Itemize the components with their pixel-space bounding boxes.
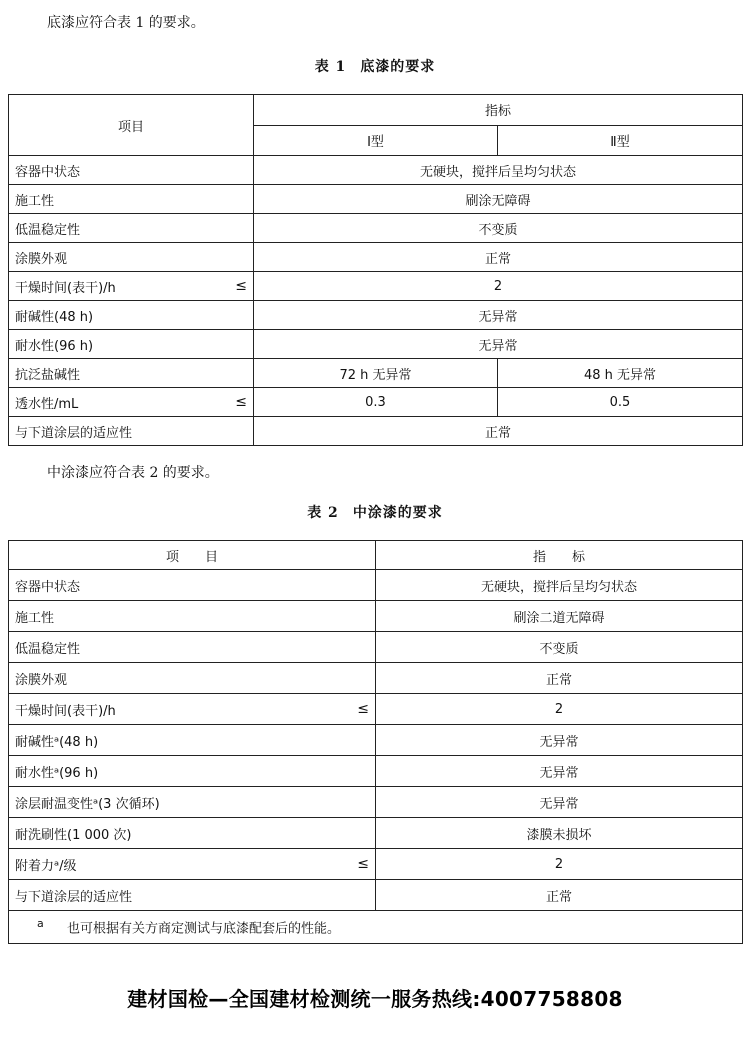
table1-header-item: 项目 [9, 95, 254, 156]
table2-caption [0, 502, 750, 522]
table2-row-item [9, 849, 376, 880]
table2-row-value: 无异常 [376, 787, 743, 818]
table2-row-item: 耐碱性ᵃ(48 h) [9, 725, 376, 756]
footnote-text: 也可根据有关方商定测试与底漆配套后的性能。 [67, 921, 341, 937]
leq-sign: ≤ [235, 394, 247, 410]
table1-row-item: 容器中状态 [9, 156, 254, 185]
table2-row-item: 容器中状态 [9, 570, 376, 601]
table-row [9, 272, 743, 301]
table1-row-value: 无异常 [254, 330, 743, 359]
table-row [9, 632, 743, 663]
table-row [9, 787, 743, 818]
table2-header-item: 项 目 [9, 541, 376, 570]
table1-row-item: 与下道涂层的适应性 [9, 417, 254, 446]
table-row [9, 880, 743, 911]
table1-row-item: 抗泛盐碱性 [9, 359, 254, 388]
table-row [9, 818, 743, 849]
table2-row-value: 不变质 [376, 632, 743, 663]
table2-header-index: 指 标 [376, 541, 743, 570]
table1-row-value-type2: 48 h 无异常 [498, 359, 743, 388]
table2-footnote-row [9, 911, 743, 944]
table1-row-value: 正常 [254, 243, 743, 272]
table1-row-item-label: 透水性/mL [15, 396, 79, 412]
table-row [9, 849, 743, 880]
table1-caption [0, 56, 750, 76]
table2-row-item: 施工性 [9, 601, 376, 632]
table-row [9, 601, 743, 632]
table2-caption-number: 表 2 [307, 505, 339, 521]
table1-row-value-type1: 72 h 无异常 [254, 359, 498, 388]
table2-row-item: 低温稳定性 [9, 632, 376, 663]
table2-row-value: 无异常 [376, 756, 743, 787]
table1-row-value: 2 [254, 272, 743, 301]
table2-row-item: 耐洗刷性(1 000 次) [9, 818, 376, 849]
table1-row-item: 涂膜外观 [9, 243, 254, 272]
table-1 [8, 94, 743, 446]
leq-sign: ≤ [357, 856, 369, 872]
table-2 [8, 540, 743, 944]
table-row [9, 725, 743, 756]
table-row [9, 756, 743, 787]
table2-row-item-label: 附着力ᵃ/级 [15, 858, 77, 874]
table1-row-item [9, 388, 254, 417]
table1-caption-title: 底漆的要求 [360, 59, 436, 75]
table2-row-value: 正常 [376, 663, 743, 694]
table1-header-type2: Ⅱ型 [498, 125, 743, 156]
table-row [9, 570, 743, 601]
table1-row-item: 施工性 [9, 185, 254, 214]
table-row [9, 388, 743, 417]
table2-row-item [9, 694, 376, 725]
table1-row-value: 无异常 [254, 301, 743, 330]
table1-header-index: 指标 [254, 95, 743, 126]
table1-row-item: 耐碱性(48 h) [9, 301, 254, 330]
table2-row-item-label: 干燥时间(表干)/h [15, 703, 116, 719]
hotline-footer: 建材国检—全国建材检测统一服务热线:4007758808 [127, 987, 623, 1011]
table2-row-value: 正常 [376, 880, 743, 911]
table1-row-item-label: 干燥时间(表干)/h [15, 280, 116, 296]
table1-row-value: 无硬块，搅拌后呈均匀状态 [254, 156, 743, 185]
table2-row-value: 刷涂二道无障碍 [376, 601, 743, 632]
table2-row-item: 涂膜外观 [9, 663, 376, 694]
table2-caption-title: 中涂漆的要求 [352, 505, 443, 521]
table-row [9, 301, 743, 330]
table-row [9, 185, 743, 214]
leq-sign: ≤ [357, 701, 369, 717]
table-row [9, 663, 743, 694]
table2-row-value: 无硬块，搅拌后呈均匀状态 [376, 570, 743, 601]
table2-footnote [9, 911, 743, 944]
table1-row-item [9, 272, 254, 301]
table1-row-value: 刷涂无障碍 [254, 185, 743, 214]
table1-row-item: 低温稳定性 [9, 214, 254, 243]
table-row [9, 694, 743, 725]
leq-sign: ≤ [235, 278, 247, 294]
table1-caption-number: 表 1 [314, 59, 347, 75]
table1-row-value: 不变质 [254, 214, 743, 243]
table-row [9, 330, 743, 359]
table1-row-value: 正常 [254, 417, 743, 446]
table1-header-type1: Ⅰ型 [254, 125, 498, 156]
footnote-mark: a [37, 917, 44, 931]
table2-row-value: 无异常 [376, 725, 743, 756]
table-row [9, 214, 743, 243]
table-row [9, 417, 743, 446]
table-row [9, 359, 743, 388]
intro-text-1: 底漆应符合表 1 的要求。 [47, 15, 205, 31]
table-row [9, 243, 743, 272]
table2-row-item: 涂层耐温变性ᵃ(3 次循环) [9, 787, 376, 818]
table1-row-value-type2: 0.5 [498, 388, 743, 417]
table1-row-item: 耐水性(96 h) [9, 330, 254, 359]
table2-row-value: 2 [376, 694, 743, 725]
table2-row-value: 漆膜未损坏 [376, 818, 743, 849]
intro-text-2: 中涂漆应符合表 2 的要求。 [47, 465, 219, 481]
table1-row-value-type1: 0.3 [254, 388, 498, 417]
table-row [9, 156, 743, 185]
table2-row-item: 耐水性ᵃ(96 h) [9, 756, 376, 787]
table2-row-value: 2 [376, 849, 743, 880]
table2-row-item: 与下道涂层的适应性 [9, 880, 376, 911]
